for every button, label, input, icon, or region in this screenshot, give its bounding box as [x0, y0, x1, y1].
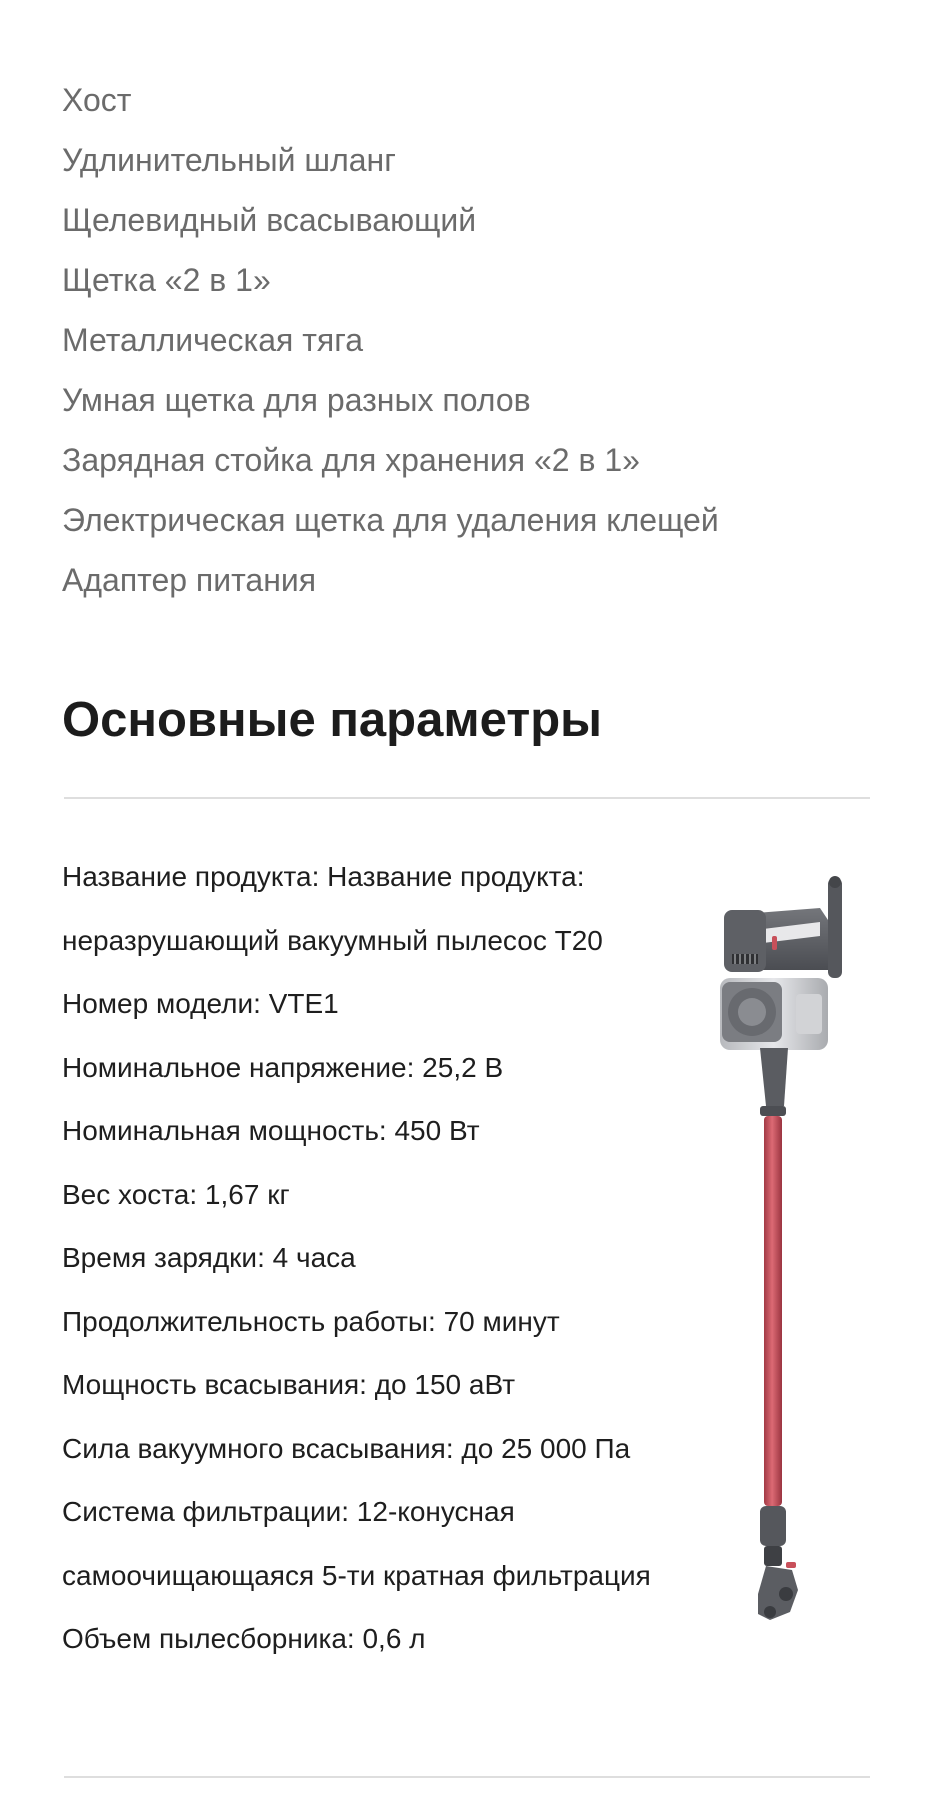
package-contents-list [62, 70, 719, 610]
spec-line: Мощность всасывания: до 150 аВт [62, 1369, 516, 1400]
spec-line: Объем пылесборника: 0,6 л [62, 1623, 426, 1654]
list-item: Металлическая тяга [62, 322, 363, 358]
spec-line: Номинальная мощность: 450 Вт [62, 1115, 480, 1146]
spec-line: самоочищающаяся 5-ти кратная фильтрация [62, 1559, 651, 1591]
list-item: Хост [62, 82, 132, 118]
spec-line: Номер модели: VTE1 [62, 988, 339, 1019]
list-item: Зарядная стойка для хранения «2 в 1» [62, 442, 640, 478]
list-item: Адаптер питания [62, 562, 317, 598]
vacuum-cleaner-image [700, 870, 860, 1630]
spec-line: Время зарядки: 4 часа [62, 1242, 356, 1273]
list-item: Щелевидный всасывающий [62, 202, 477, 238]
spec-line: неразрушающий вакуумный пылесос T20 [62, 924, 603, 956]
list-item: Умная щетка для разных полов [62, 382, 531, 418]
spec-line: Номинальное напряжение: 25,2 В [62, 1051, 504, 1083]
spec-line: Система фильтрации: 12-конусная [62, 1496, 515, 1527]
spec-line: Вес хоста: 1,67 кг [62, 1178, 290, 1210]
specs-list [62, 845, 651, 1671]
spec-line: Название продукта: Название продукта: [62, 861, 585, 892]
section-title: Основные параметры [62, 693, 602, 747]
list-item: Щетка «2 в 1» [62, 262, 271, 298]
divider [64, 1776, 870, 1778]
spec-line: Продолжительность работы: 70 минут [62, 1305, 560, 1337]
list-item: Удлинительный шланг [62, 142, 396, 178]
divider [64, 797, 870, 799]
list-item: Электрическая щетка для удаления клещей [62, 502, 719, 538]
spec-line: Сила вакуумного всасывания: до 25 000 Па [62, 1432, 631, 1464]
